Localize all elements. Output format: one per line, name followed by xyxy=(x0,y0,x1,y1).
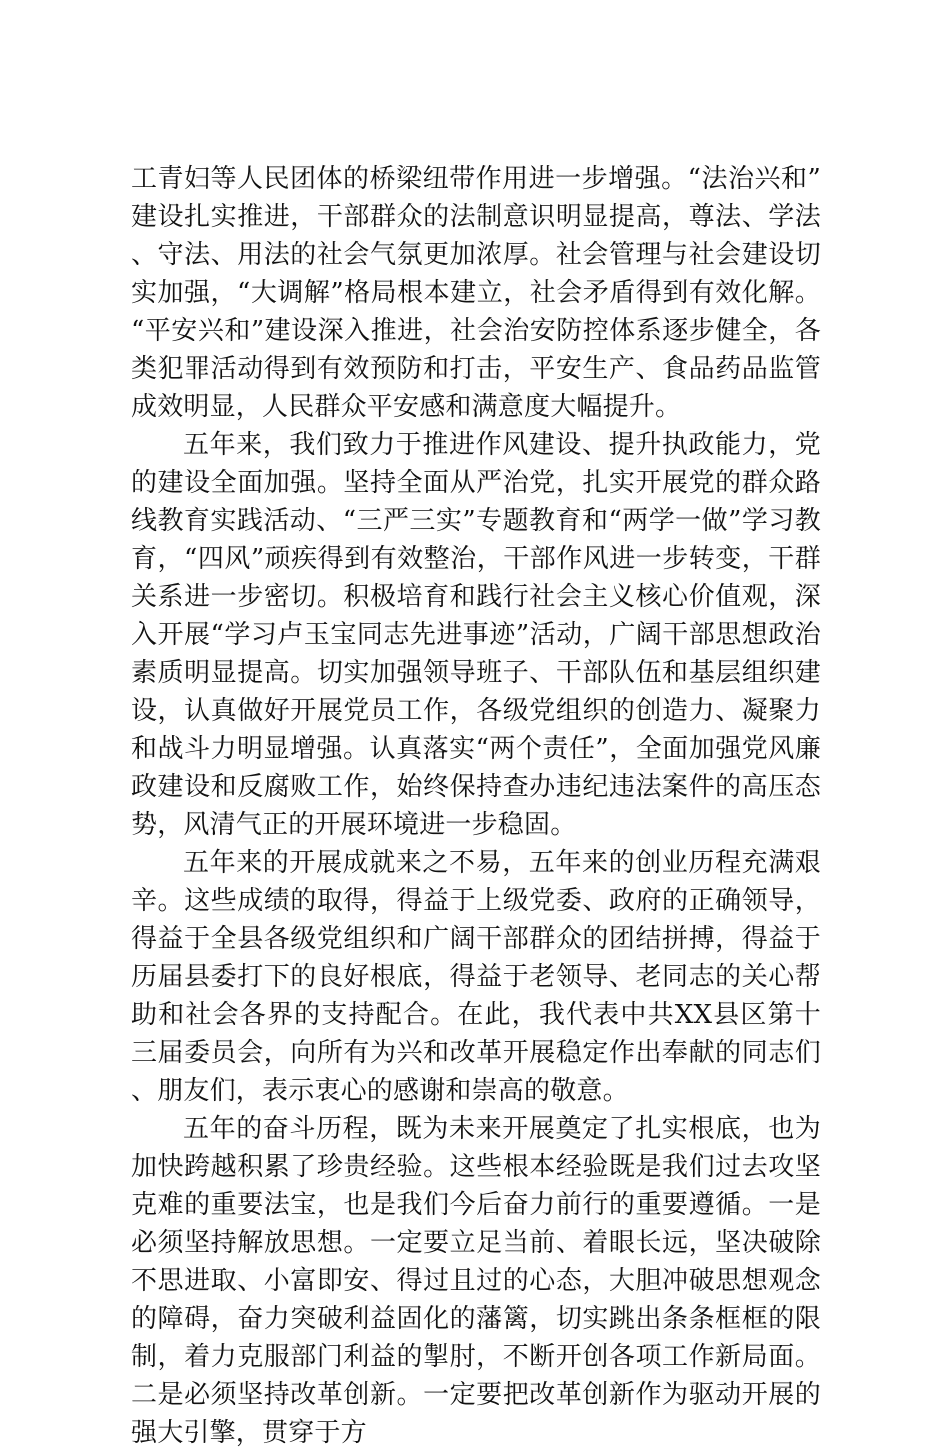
document-body xyxy=(131,160,821,1452)
paragraph-2: 五年来，我们致力于推进作风建设、提升执政能力，党的建设全面加强。坚持全面从严治党，扎实开展党的群众路线教育实践活动、“三严三实”专题教育和“两学一做”学习教育，“四风”顽疾得到有效整治，干部作风进一步转变，干群关系进一步密切。积极培育和践行社会主义核心价值观，深入开展“学习卢玉宝同志先进事迹”活动，广阔干部思想政治素质明显提高。切实加强领导班子、干部队伍和基层组织建设，认真做好开展党员工作，各级党组织的创造力、凝聚力和战斗力明显增强。认真落实“两个责任”，全面加强党风廉政建设和反腐败工作，始终保持查办违纪违法案件的高压态势，风清气正的开展环境进一步稳固。 xyxy=(131,430,821,840)
paragraph-3: 五年来的开展成就来之不易，五年来的创业历程充满艰辛。这些成绩的取得，得益于上级党委、政府的正确领导，得益于全县各级党组织和广阔干部群众的团结拼搏，得益于历届县委打下的良好根底，得益于老领导、老同志的关心帮助和社会各界的支持配合。在此，我代表中共XX县区第十三届委员会，向所有为兴和改革开展稳定作出奉献的同志们、朋友们，表示衷心的感谢和崇高的敬意。 xyxy=(131,848,821,1106)
paragraph-1: 工青妇等人民团体的桥梁纽带作用进一步增强。“法治兴和”建设扎实推进，干部群众的法制意识明显提高，尊法、学法、守法、用法的社会气氛更加浓厚。社会管理与社会建设切实加强，“大调解”格局根本建立，社会矛盾得到有效化解。“平安兴和”建设深入推进，社会治安防控体系逐步健全，各类犯罪活动得到有效预防和打击，平安生产、食品药品监管成效明显，人民群众平安感和满意度大幅提升。 xyxy=(131,164,821,422)
paragraph-4: 五年的奋斗历程，既为未来开展奠定了扎实根底，也为加快跨越积累了珍贵经验。这些根本经验既是我们过去攻坚克难的重要法宝，也是我们今后奋力前行的重要遵循。一是必须坚持解放思想。一定要立足当前、着眼长远，坚决破除不思进取、小富即安、得过且过的心态，大胆冲破思想观念的障碍，奋力突破利益固化的藩篱，切实跳出条条框框的限制，着力克服部门利益的掣肘，不断开创各项工作新局面。二是必须坚持改革创新。一定要把改革创新作为驱动开展的强大引擎，贯穿于方 xyxy=(131,1114,821,1448)
